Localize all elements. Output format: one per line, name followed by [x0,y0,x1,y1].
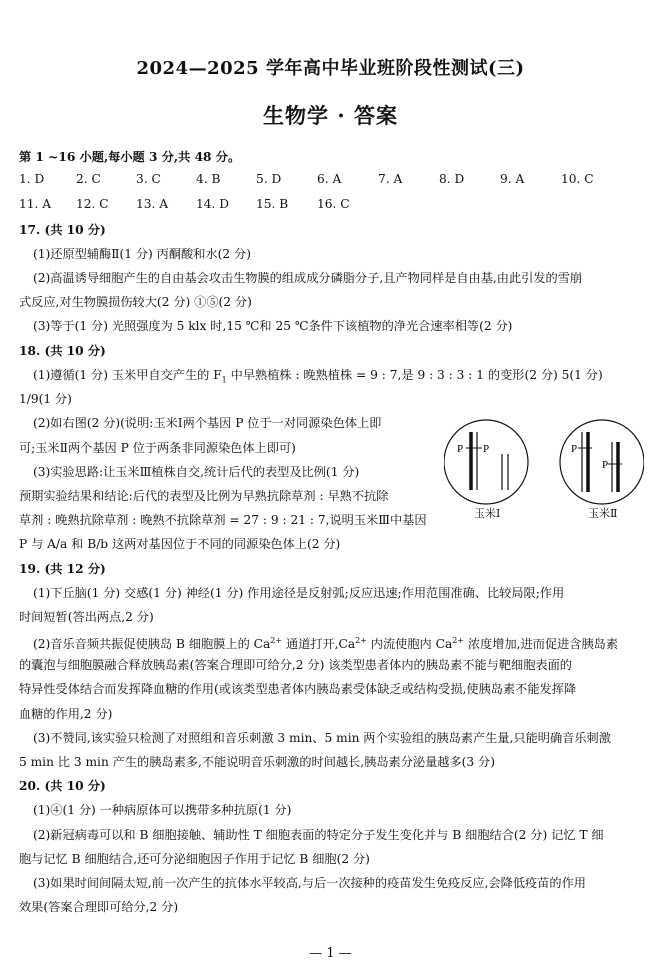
corn-2-cell [560,420,644,504]
q18-line: 可;玉米Ⅱ两个基因 P 位于两条非同源染色体上即可) [19,441,296,455]
q19-line: 时间短暂(答出两点,2 分) [19,610,154,624]
mc-answer: 6. A [317,172,342,186]
q17-line: (2)高温诱导细胞产生的自由基会攻击生物膜的组成成分磷脂分子,且产物同样是自由基,由此引发的雪崩 [33,271,583,285]
mc-answer: 3. C [136,172,161,186]
superscript: 2+ [270,636,283,645]
q18-line: 1/9(1 分) [19,392,72,406]
subscript: 1 [221,375,227,385]
q20-line: (3)如果时间间隔太短,前一次产生的抗体水平较高,与后一次接种的疫苗发生免疫反应,会降低疫苗的作用 [33,876,586,890]
q19-line: 5 min 比 3 min 产生的胰岛素多,不能说明音乐刺激的时间越长,胰岛素分泌量越多(3 分) [19,755,495,769]
q19-heading: 19. (共 12 分) [19,562,106,576]
mc-answer: 2. C [76,172,101,186]
gene-label: P [483,443,490,455]
q17-line: 式反应,对生物膜损伤较大(2 分) ①⑤(2 分) [19,295,252,309]
mc-answer: 13. A [136,197,169,211]
q18-line: 草剂 : 晚熟抗除草剂 : 晚熟不抗除草剂 = 27 : 9 : 21 : 7,说明玉米Ⅲ中基因 [19,513,427,527]
q19-text: 浓度增加,进而促进含胰岛素 [464,637,619,652]
q20-line: 胞与记忆 B 细胞结合,还可分泌细胞因子作用于记忆 B 细胞(2 分) [19,852,370,866]
page-title: 2024—2025 学年高中毕业班阶段性测试(三) [136,58,525,79]
q17-line: (1)还原型辅酶Ⅱ(1 分) 丙酮酸和水(2 分) [33,247,251,261]
gene-label: P [602,459,609,471]
mc-answer: 12. C [76,197,109,211]
q19-text: 内流使胞内 Ca [366,637,453,652]
q18-line: 预期实验结果和结论:后代的表型及比例为早熟抗除草剂 : 早熟不抗除 [19,489,389,503]
page-number: — 1 — [309,946,352,961]
mc-answer: 11. A [19,197,52,211]
q19-line: (1)下丘脑(1 分) 交感(1 分) 神经(1 分) 作用途径是反射弧;反应迅速;作用范围准确、比较局限;作用 [33,586,565,600]
q19-line: 血糖的作用,2 分) [19,707,113,721]
mc-answer: 5. D [256,172,282,186]
q18-text: (1)遵循(1 分) 玉米甲自交产生的 F [33,368,222,382]
mc-answer: 16. C [317,197,350,211]
mc-answer: 8. D [439,172,465,186]
mc-answer: 7. A [378,172,403,186]
q18-line: (3)实验思路:让玉米Ⅲ植株自交,统计后代的表型及比例(1 分) [33,465,360,479]
gene-label: P [457,443,464,455]
mc-header: 第 1 ~16 小题,每小题 3 分,共 48 分。 [19,150,241,164]
q18-line [33,366,603,389]
corn-1-cell [444,420,528,504]
mc-answer: 14. D [196,197,230,211]
q19-line: (3)不赞同,该实验只检测了对照组和音乐刺激 3 min、5 min 两个实验组的胰岛素产生量,只能明确音乐刺激 [33,731,611,745]
q18-text: 中早熟植株 : 晚熟植株 = 9 : 7,是 9 : 3 : 3 : 1 的变形(2 分) 5(1 分) [226,368,603,382]
mc-row-2 [19,197,639,215]
q20-heading: 20. (共 10 分) [19,779,106,793]
superscript: 2+ [355,636,367,645]
q19-line [33,632,618,653]
mc-answer: 9. A [500,172,525,186]
q20-line: (2)新冠病毒可以和 B 细胞接触、辅助性 T 细胞表面的特定分子发生变化并与 B 细胞结合(2 分) 记忆 T 细 [33,828,604,842]
gene-label: P [571,443,578,455]
mc-row-1 [19,172,639,190]
q20-line: (1)④(1 分) 一种病原体可以携带多种抗原(1 分) [33,803,292,817]
q19-text: (2)音乐音频共振促使胰岛 B 细胞膜上的 Ca [33,637,271,652]
mc-answer: 10. C [561,172,594,186]
q17-line: (3)等于(1 分) 光照强度为 5 klx 时,15 ℃和 25 ℃条件下该植物的净光合速率相等(2 分) [33,319,513,333]
q18-line: (2)如右图(2 分)(说明:玉米Ⅰ两个基因 P 位于一对同源染色体上即 [33,416,382,430]
q18-line: P 与 A/a 和 B/b 这两对基因位于不同的同源染色体上(2 分) [19,537,341,551]
mc-answer: 1. D [19,172,45,186]
q19-text: 通道打开,Ca [282,637,356,652]
corn-1-label: 玉米Ⅰ [474,507,501,520]
mc-answer: 15. B [256,197,289,211]
mc-answer: 4. B [196,172,221,186]
q17-heading: 17. (共 10 分) [19,223,106,237]
q20-line: 效果(答案合理即可给分,2 分) [19,900,179,914]
superscript: 2+ [452,636,465,645]
q18-heading: 18. (共 10 分) [19,344,106,358]
q19-line: 的囊泡与细胞膜融合释放胰岛素(答案合理即可给分,2 分) 该类型患者体内的胰岛素不能与靶细胞表面的 [19,658,572,672]
corn-2-label: 玉米Ⅱ [588,507,618,520]
page-subtitle: 生物学 · 答案 [263,103,398,128]
q19-line: 特异性受体结合而发挥降血糖的作用(或该类型患者体内胰岛素受体缺乏或结构受损,使胰岛素不能发挥降 [19,682,577,696]
